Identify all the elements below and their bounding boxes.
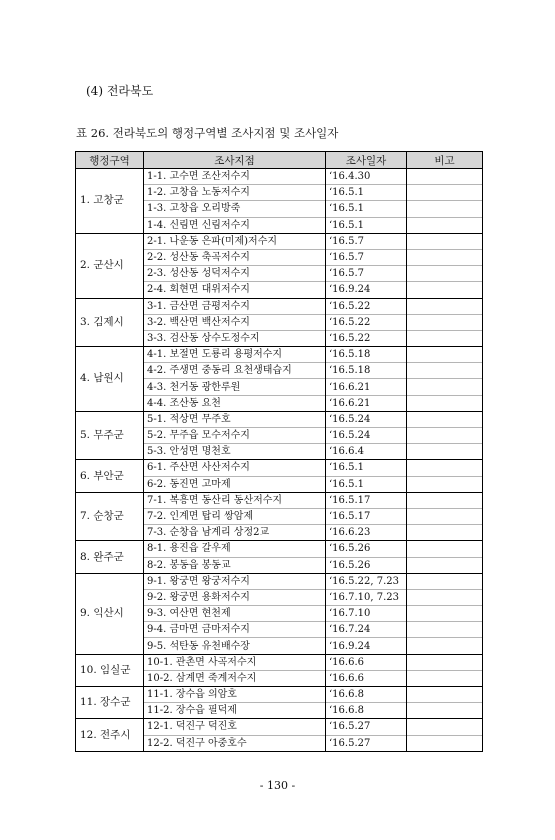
- site-cell: 9-4. 금마면 금마저수지: [144, 622, 326, 638]
- note-cell: [407, 670, 483, 686]
- site-cell: 1-3. 고창읍 오리방죽: [144, 201, 326, 217]
- section-heading: (4) 전라북도: [86, 84, 154, 98]
- column-header-site: 조사지점: [144, 152, 326, 169]
- region-cell: 9. 익산시: [76, 573, 144, 654]
- site-cell: 3-1. 금산면 금평저수지: [144, 298, 326, 314]
- site-cell: 9-2. 왕궁면 용화저수지: [144, 589, 326, 605]
- date-cell: ‘16.9.24: [326, 638, 407, 654]
- note-cell: [407, 201, 483, 217]
- date-cell: ‘16.5.1: [326, 460, 407, 476]
- region-cell: 5. 무주군: [76, 411, 144, 460]
- note-cell: [407, 298, 483, 314]
- note-cell: [407, 719, 483, 735]
- date-cell: ‘16.5.18: [326, 347, 407, 363]
- site-cell: 9-1. 왕궁면 왕궁저수지: [144, 573, 326, 589]
- note-cell: [407, 589, 483, 605]
- note-cell: [407, 606, 483, 622]
- date-cell: ‘16.4.30: [326, 169, 407, 185]
- site-cell: 8-1. 용진읍 갈우제: [144, 541, 326, 557]
- note-cell: [407, 379, 483, 395]
- column-header-region: 행정구역: [76, 152, 144, 169]
- note-cell: [407, 525, 483, 541]
- site-cell: 12-2. 덕진구 아중호수: [144, 735, 326, 751]
- note-cell: [407, 169, 483, 185]
- date-cell: ‘16.6.6: [326, 670, 407, 686]
- note-cell: [407, 411, 483, 427]
- date-cell: ‘16.9.24: [326, 282, 407, 298]
- table-row: [76, 492, 483, 508]
- date-cell: ‘16.5.1: [326, 185, 407, 201]
- region-cell: 10. 임실군: [76, 654, 144, 686]
- site-cell: 2-2. 성산동 축곡저수지: [144, 249, 326, 265]
- site-cell: 11-2. 장수읍 필덕제: [144, 703, 326, 719]
- date-cell: ‘16.5.1: [326, 201, 407, 217]
- note-cell: [407, 638, 483, 654]
- note-cell: [407, 363, 483, 379]
- table-row: [76, 411, 483, 427]
- site-cell: 4-1. 보절면 도룡리 용평저수지: [144, 347, 326, 363]
- note-cell: [407, 492, 483, 508]
- note-cell: [407, 185, 483, 201]
- note-cell: [407, 703, 483, 719]
- site-cell: 2-1. 나운동 은파(미제)저수지: [144, 233, 326, 249]
- date-cell: ‘16.7.10, 7.23: [326, 589, 407, 605]
- date-cell: ‘16.5.1: [326, 476, 407, 492]
- site-cell: 1-1. 고수면 조산저수지: [144, 169, 326, 185]
- site-cell: 5-2. 무주읍 모수저수지: [144, 428, 326, 444]
- note-cell: [407, 330, 483, 346]
- site-cell: 1-4. 신림면 신림저수지: [144, 217, 326, 233]
- date-cell: ‘16.5.26: [326, 557, 407, 573]
- region-cell: 8. 완주군: [76, 541, 144, 573]
- table-row: [76, 233, 483, 249]
- table-caption: 표 26. 전라북도의 행정구역별 조사지점 및 조사일자: [76, 126, 339, 140]
- site-cell: 2-4. 회현면 대위저수지: [144, 282, 326, 298]
- note-cell: [407, 233, 483, 249]
- site-cell: 7-2. 인계면 탑리 쌍암제: [144, 508, 326, 524]
- date-cell: ‘16.5.26: [326, 541, 407, 557]
- table-row: [76, 573, 483, 589]
- table-header-row: [76, 152, 483, 169]
- site-cell: 2-3. 성산동 성덕저수지: [144, 266, 326, 282]
- note-cell: [407, 249, 483, 265]
- table-row: [76, 298, 483, 314]
- date-cell: ‘16.6.23: [326, 525, 407, 541]
- site-cell: 4-2. 주생면 중동리 요천생태습지: [144, 363, 326, 379]
- site-cell: 4-4. 조산동 요천: [144, 395, 326, 411]
- date-cell: ‘16.5.27: [326, 735, 407, 751]
- note-cell: [407, 282, 483, 298]
- date-cell: ‘16.5.22: [326, 330, 407, 346]
- date-cell: ‘16.5.27: [326, 719, 407, 735]
- date-cell: ‘16.5.18: [326, 363, 407, 379]
- region-cell: 2. 군산시: [76, 233, 144, 298]
- date-cell: ‘16.5.7: [326, 233, 407, 249]
- site-cell: 10-1. 관촌면 사곡저수지: [144, 654, 326, 670]
- date-cell: ‘16.5.17: [326, 492, 407, 508]
- region-cell: 7. 순창군: [76, 492, 144, 541]
- date-cell: ‘16.6.21: [326, 395, 407, 411]
- date-cell: ‘16.6.21: [326, 379, 407, 395]
- site-cell: 10-2. 삼계면 죽계저수지: [144, 670, 326, 686]
- region-cell: 3. 김제시: [76, 298, 144, 347]
- site-cell: 7-3. 순창읍 남계리 상정2교: [144, 525, 326, 541]
- site-cell: 5-3. 안성면 명천호: [144, 444, 326, 460]
- page-number: - 130 -: [259, 779, 296, 792]
- note-cell: [407, 622, 483, 638]
- survey-table-body: [76, 169, 483, 752]
- site-cell: 7-1. 복흥면 동산리 동산저수지: [144, 492, 326, 508]
- site-cell: 11-1. 장수읍 의암호: [144, 687, 326, 703]
- date-cell: ‘16.5.7: [326, 249, 407, 265]
- region-cell: 1. 고창군: [76, 169, 144, 234]
- site-cell: 3-2. 백산면 백산저수지: [144, 314, 326, 330]
- date-cell: ‘16.6.8: [326, 687, 407, 703]
- date-cell: ‘16.5.22, 7.23: [326, 573, 407, 589]
- column-header-date: 조사일자: [326, 152, 407, 169]
- note-cell: [407, 573, 483, 589]
- table-row: [76, 460, 483, 476]
- site-cell: 9-3. 여산면 현천제: [144, 606, 326, 622]
- site-cell: 12-1. 덕진구 덕진호: [144, 719, 326, 735]
- table-row: [76, 654, 483, 670]
- note-cell: [407, 395, 483, 411]
- note-cell: [407, 541, 483, 557]
- date-cell: ‘16.5.7: [326, 266, 407, 282]
- region-cell: 12. 전주시: [76, 719, 144, 751]
- table-row: [76, 719, 483, 735]
- site-cell: 8-2. 봉동읍 봉동교: [144, 557, 326, 573]
- note-cell: [407, 654, 483, 670]
- date-cell: ‘16.6.6: [326, 654, 407, 670]
- note-cell: [407, 347, 483, 363]
- date-cell: ‘16.5.17: [326, 508, 407, 524]
- date-cell: ‘16.6.4: [326, 444, 407, 460]
- table-row: [76, 169, 483, 185]
- note-cell: [407, 428, 483, 444]
- region-cell: 4. 남원시: [76, 347, 144, 412]
- column-header-note: 비고: [407, 152, 483, 169]
- note-cell: [407, 460, 483, 476]
- date-cell: ‘16.5.22: [326, 314, 407, 330]
- table-row: [76, 541, 483, 557]
- note-cell: [407, 735, 483, 751]
- date-cell: ‘16.5.24: [326, 411, 407, 427]
- date-cell: ‘16.6.8: [326, 703, 407, 719]
- date-cell: ‘16.5.1: [326, 217, 407, 233]
- site-cell: 3-3. 검산동 상수도정수지: [144, 330, 326, 346]
- site-cell: 6-1. 주산면 사산저수지: [144, 460, 326, 476]
- note-cell: [407, 217, 483, 233]
- date-cell: ‘16.7.10: [326, 606, 407, 622]
- table-row: [76, 687, 483, 703]
- note-cell: [407, 687, 483, 703]
- note-cell: [407, 476, 483, 492]
- site-cell: 5-1. 적상면 무주호: [144, 411, 326, 427]
- region-cell: 11. 장수군: [76, 687, 144, 719]
- note-cell: [407, 266, 483, 282]
- date-cell: ‘16.5.22: [326, 298, 407, 314]
- region-cell: 6. 부안군: [76, 460, 144, 492]
- note-cell: [407, 444, 483, 460]
- site-cell: 4-3. 천거동 광한루원: [144, 379, 326, 395]
- site-cell: 6-2. 동진면 고마제: [144, 476, 326, 492]
- note-cell: [407, 314, 483, 330]
- site-cell: 9-5. 석탄동 유천배수장: [144, 638, 326, 654]
- survey-table: [75, 151, 483, 752]
- site-cell: 1-2. 고창읍 노동저수지: [144, 185, 326, 201]
- table-row: [76, 347, 483, 363]
- note-cell: [407, 508, 483, 524]
- date-cell: ‘16.7.24: [326, 622, 407, 638]
- note-cell: [407, 557, 483, 573]
- date-cell: ‘16.5.24: [326, 428, 407, 444]
